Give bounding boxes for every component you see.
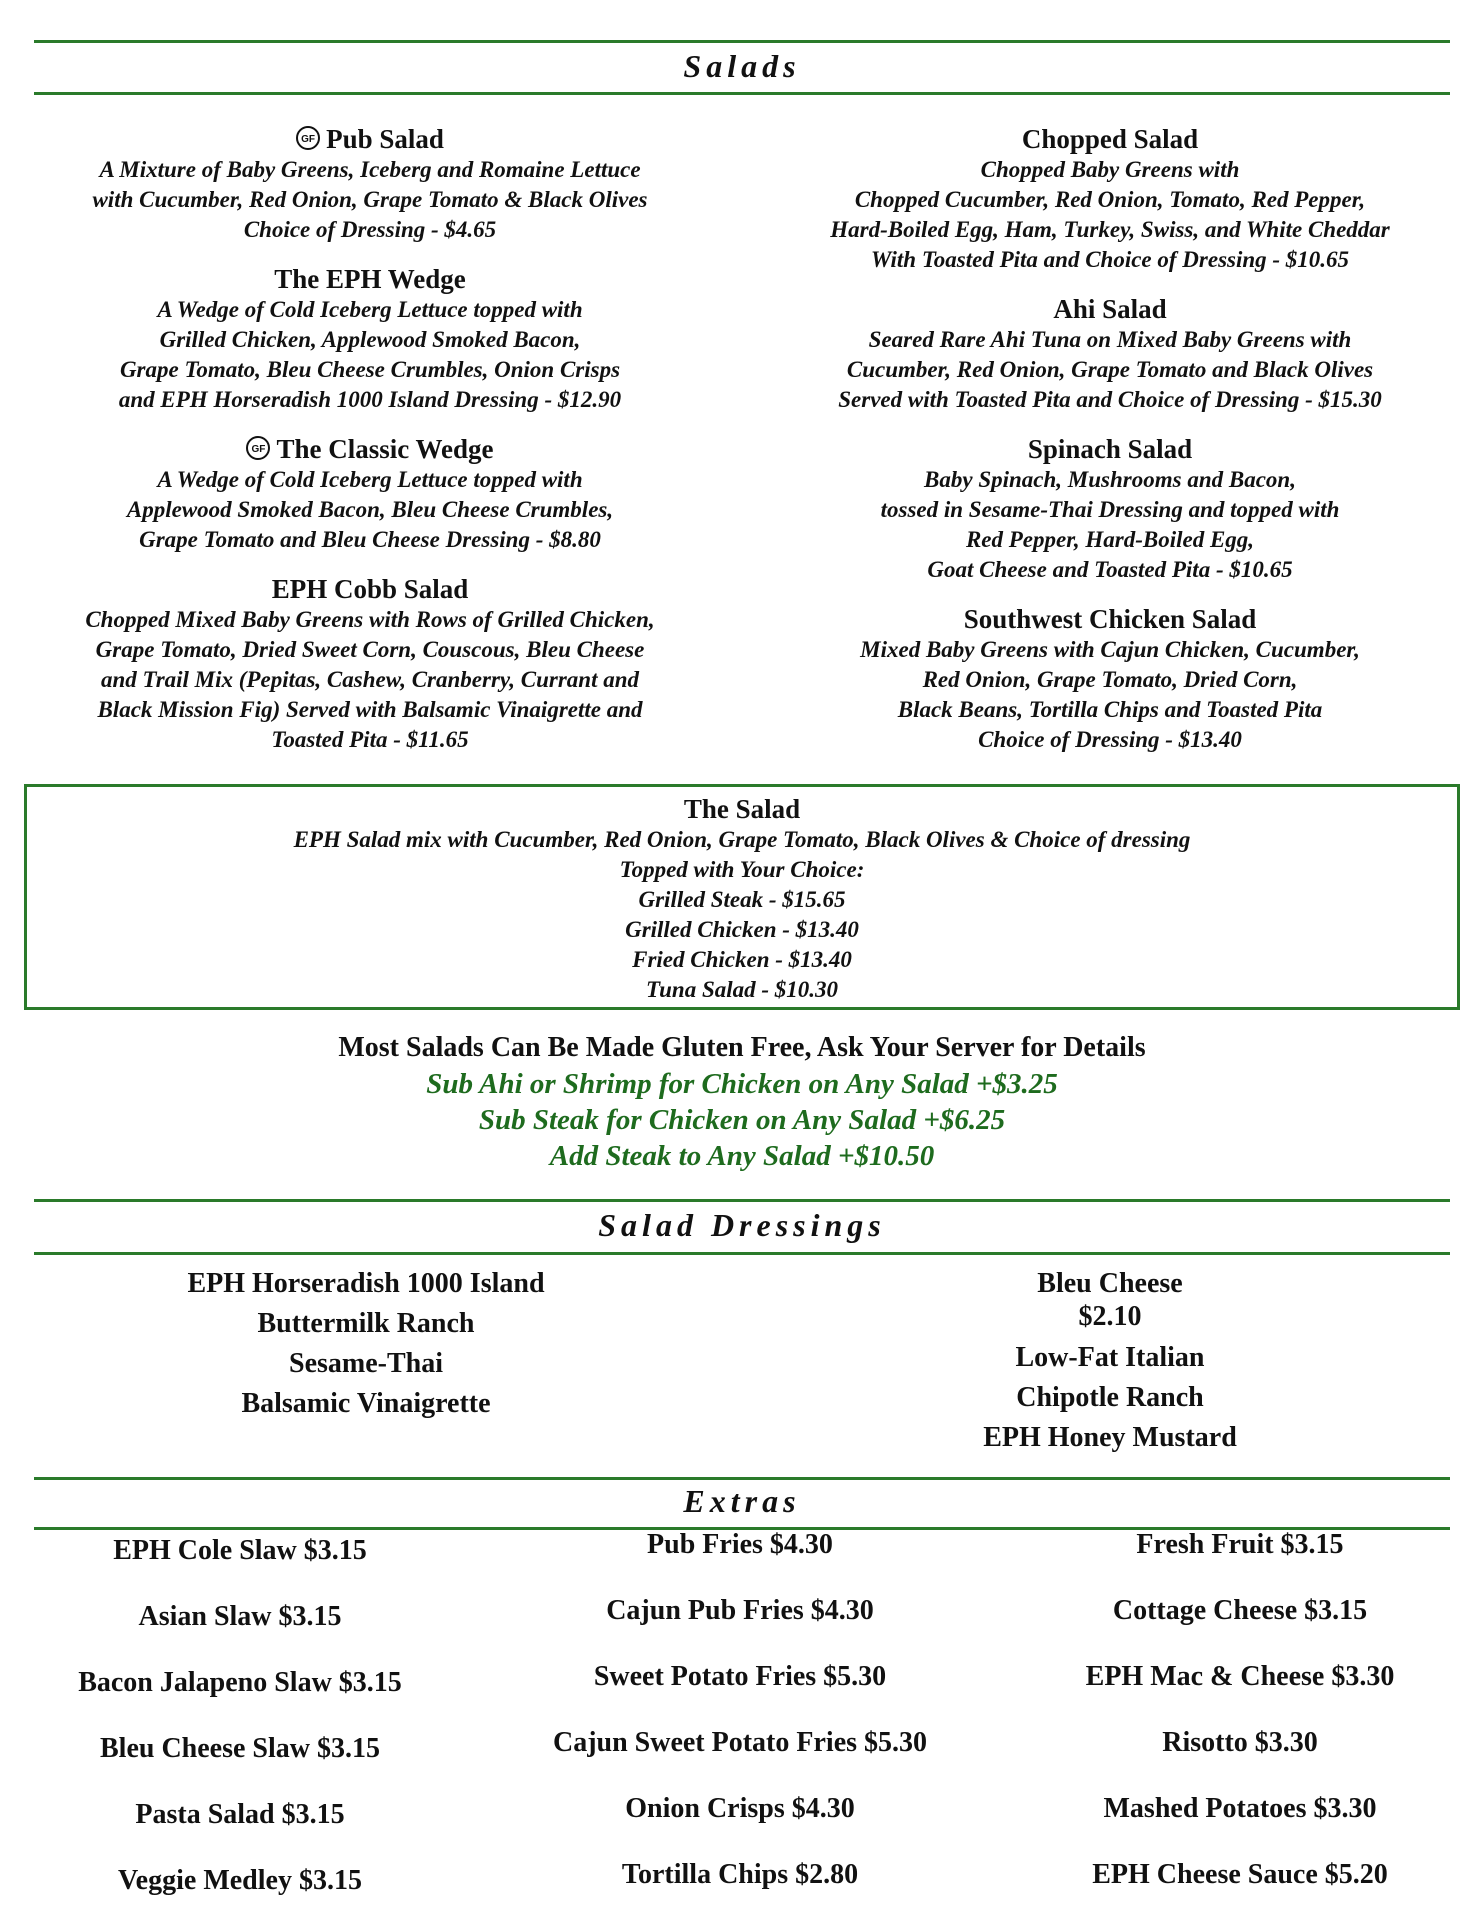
dressing-item: EPH Honey Mustard [983,1422,1237,1453]
sub-notes [0,1066,1484,1174]
menu-item [770,433,1450,585]
menu-item-description: Hard-Boiled Egg, Ham, Turkey, Swiss, and White Cheddar [830,217,1390,242]
dressing-item: Balsamic Vinaigrette [241,1388,491,1419]
dressing-item: Chipotle Ranch [1016,1382,1204,1413]
menu-item-name [770,123,1450,155]
extra-item: Fresh Fruit $3.15 [1136,1529,1344,1560]
menu-item [770,123,1450,275]
menu-item-description: Chopped Baby Greens with [980,157,1240,182]
substitution-note: Add Steak to Any Salad +$10.50 [549,1140,935,1172]
extra-item: Cottage Cheese $3.15 [1112,1595,1368,1626]
the-salad-name: The Salad [683,794,801,824]
the-salad-lines [27,825,1457,1005]
menu-item [770,603,1450,755]
menu-item-description: Seared Rare Ahi Tuna on Mixed Baby Greens with [868,327,1352,352]
extra-item: Cajun Sweet Potato Fries $5.30 [552,1727,928,1758]
extras-column-2 [500,1512,980,1908]
extras-title: Extras [683,1483,801,1519]
menu-item-title: Southwest Chicken Salad [963,604,1257,634]
menu-item-description: Choice of Dressing - $13.40 [978,727,1242,752]
menu-item-description: Grape Tomato, Dried Sweet Corn, Couscous, Bleu Cheese [95,637,645,662]
menu-item-description: Red Pepper, Hard-Boiled Egg, [965,527,1255,552]
menu-item-description: Cucumber, Red Onion, Grape Tomato and Black Olives [846,357,1374,382]
menu-item-description: A Mixture of Baby Greens, Iceberg and Romaine Lettuce [99,157,641,182]
extra-item: EPH Cheese Sauce $5.20 [1092,1859,1388,1890]
menu-item-title: The EPH Wedge [274,264,466,294]
extra-item: Bacon Jalapeno Slaw $3.15 [78,1667,402,1698]
menu-item-name [34,263,706,295]
menu-item-name [34,433,706,465]
gluten-free-icon: GF [246,436,270,460]
menu-item-description: Goat Cheese and Toasted Pita - $10.65 [927,557,1293,582]
substitution-note: Sub Steak for Chicken on Any Salad +$6.25 [478,1104,1006,1136]
extras-column-3 [1030,1512,1450,1908]
menu-item-title: Ahi Salad [1053,294,1167,324]
menu-item-description: with Cucumber, Red Onion, Grape Tomato & Black Olives [92,187,648,212]
dressings-right-column [770,1264,1450,1458]
salads-right-column [770,123,1450,773]
menu-item-description: Mixed Baby Greens with Cajun Chicken, Cucumber, [860,637,1360,662]
menu-item-description: Baby Spinach, Mushrooms and Bacon, [924,467,1296,492]
extra-item: Tortilla Chips $2.80 [621,1859,859,1890]
menu-item-title: EPH Cobb Salad [271,574,469,604]
dressing-item: Low-Fat Italian [1015,1342,1205,1373]
menu-item [34,263,706,415]
dressings-bottom-rule [34,1252,1450,1255]
extra-item: Mashed Potatoes $3.30 [1103,1793,1377,1824]
menu-item-name [770,433,1450,465]
menu-item-description: A Wedge of Cold Iceberg Lettuce topped with [157,297,583,322]
extra-item: Asian Slaw $3.15 [138,1601,342,1632]
extras-column-1 [30,1518,450,1914]
menu-item-title: The Classic Wedge [276,434,494,464]
salads-left-column [34,123,706,773]
dressings-top-rule [34,1199,1450,1202]
menu-item-description: Black Beans, Tortilla Chips and Toasted Pita [897,697,1323,722]
menu-item-description: Choice of Dressing - $4.65 [243,217,497,242]
dressings-title: Salad Dressings [598,1207,886,1243]
menu-item-description: Red Onion, Grape Tomato, Dried Corn, [922,667,1298,692]
menu-item [34,573,706,755]
extra-item: Sweet Potato Fries $5.30 [593,1661,887,1692]
extra-item: Cajun Pub Fries $4.30 [606,1595,874,1626]
menu-item-title: Pub Salad [326,124,444,154]
extra-item: Bleu Cheese Slaw $3.15 [100,1733,380,1764]
menu-item-description: Grape Tomato and Bleu Cheese Dressing - $8.80 [139,527,601,552]
extra-item: Onion Crisps $4.30 [625,1793,855,1824]
the-salad-line: Grilled Chicken - $13.40 [625,917,859,942]
dressing-item: Sesame-Thai [289,1348,443,1379]
menu-item-name [770,293,1450,325]
gluten-free-icon: GF [296,126,320,150]
menu-item-name [34,123,706,155]
menu-item-description: and EPH Horseradish 1000 Island Dressing - $12.90 [118,387,622,412]
extra-item: Veggie Medley $3.15 [118,1865,362,1896]
the-salad-line: Topped with Your Choice: [619,857,865,882]
substitution-note: Sub Ahi or Shrimp for Chicken on Any Salad +$3.25 [426,1068,1058,1100]
menu-item-description: With Toasted Pita and Choice of Dressing - $10.65 [870,247,1350,272]
dressing-item: Buttermilk Ranch [257,1308,475,1339]
the-salad-line: EPH Salad mix with Cucumber, Red Onion, Grape Tomato, Black Olives & Choice of dressing [293,827,1191,852]
menu-item-description: A Wedge of Cold Iceberg Lettuce topped with [157,467,583,492]
the-salad-line: Tuna Salad - $10.30 [645,977,839,1002]
menu-item-description: Chopped Cucumber, Red Onion, Tomato, Red Pepper, [854,187,1366,212]
menu-item-description: tossed in Sesame-Thai Dressing and topped with [880,497,1340,522]
extra-item: EPH Cole Slaw $3.15 [113,1535,367,1566]
menu-item-description: Toasted Pita - $11.65 [271,727,469,752]
menu-item-description: and Trail Mix (Pepitas, Cashew, Cranberry, Currant and [100,667,640,692]
menu-item-title: Chopped Salad [1021,124,1199,154]
dressing-price: $2.10 [1078,1301,1142,1332]
the-salad-box [24,784,1460,1010]
gluten-free-note: Most Salads Can Be Made Gluten Free, Ask Your Server for Details [338,1032,1146,1063]
menu-item-description: Grape Tomato, Bleu Cheese Crumbles, Onion Crisps [119,357,621,382]
salad-notes [0,1030,1484,1174]
the-salad-line: Fried Chicken - $13.40 [632,947,852,972]
salads-bottom-rule [34,92,1450,95]
menu-item [770,293,1450,415]
the-salad-line: Grilled Steak - $15.65 [638,887,846,912]
menu-item [34,123,706,245]
salads-top-rule [34,40,1450,43]
menu-item-description: Black Mission Fig) Served with Balsamic Vinaigrette and [97,697,643,722]
extra-item: Risotto $3.30 [1162,1727,1318,1758]
dressing-item: Bleu Cheese [1037,1268,1183,1299]
menu-item-description: Served with Toasted Pita and Choice of Dressing - $15.30 [838,387,1382,412]
dressings-left-column [34,1264,698,1424]
extra-item: Pasta Salad $3.15 [135,1799,345,1830]
menu-item-description: Grilled Chicken, Applewood Smoked Bacon, [159,327,581,352]
extra-item: Pub Fries $4.30 [647,1529,833,1560]
menu-item-title: Spinach Salad [1027,434,1193,464]
extra-item: EPH Mac & Cheese $3.30 [1085,1661,1395,1692]
menu-item-description: Applewood Smoked Bacon, Bleu Cheese Crumbles, [126,497,614,522]
menu-item-description: Chopped Mixed Baby Greens with Rows of Grilled Chicken, [85,607,655,632]
menu-item [34,433,706,555]
salads-title: Salads [683,48,801,84]
menu-item-name [34,573,706,605]
menu-item-name [770,603,1450,635]
dressing-item: EPH Horseradish 1000 Island [187,1268,545,1299]
extras-top-rule [34,1477,1450,1480]
